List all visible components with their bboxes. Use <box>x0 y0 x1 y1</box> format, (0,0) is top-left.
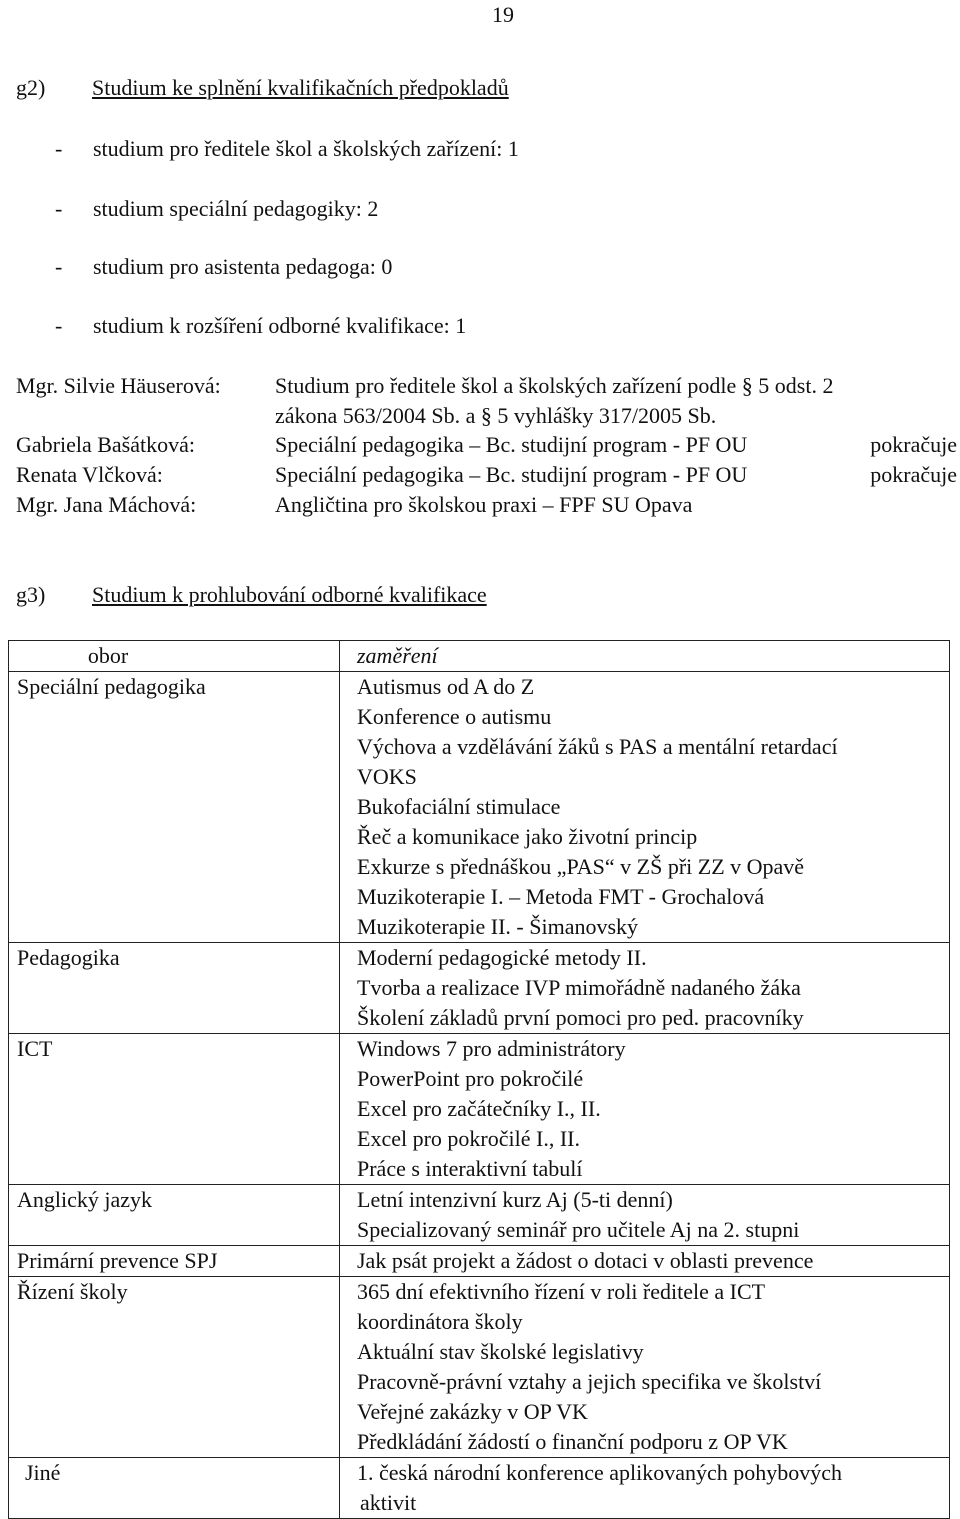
bullet-item: studium pro ředitele škol a školských zařízení: 1 <box>93 136 519 161</box>
person-study <box>275 462 957 488</box>
course-item: Letní intenzivní kurz Aj (5-ti denní) <box>357 1187 673 1212</box>
obor-cell: Speciální pedagogika <box>9 672 340 943</box>
course-item: Tvorba a realizace IVP mimořádně nadaného žáka <box>357 975 801 1000</box>
zamereni-cell <box>340 1277 950 1458</box>
course-item: PowerPoint pro pokročilé <box>357 1066 584 1091</box>
course-item: Školení základů první pomoci pro ped. pracovníky <box>357 1005 804 1030</box>
zamereni-cell <box>340 1034 950 1185</box>
person-study <box>275 432 957 458</box>
page-number: 19 <box>492 2 514 27</box>
course-item: Aktuální stav školské legislativy <box>357 1339 644 1364</box>
table-row <box>9 1458 950 1519</box>
course-item: Veřejné zakázky v OP VK <box>357 1399 588 1424</box>
course-item: Bukofaciální stimulace <box>357 794 561 819</box>
course-item: VOKS <box>357 764 417 789</box>
course-item: Řeč a komunikace jako životní princip <box>357 824 698 849</box>
table-row <box>9 943 950 1034</box>
obor-cell: Primární prevence SPJ <box>9 1246 340 1277</box>
obor-cell: Řízení školy <box>9 1277 340 1458</box>
person-study-program: Speciální pedagogika – Bc. studijní program - PF OU <box>275 432 748 457</box>
course-item: 1. česká národní konference aplikovaných pohybových <box>357 1460 843 1485</box>
bullet-dash: - <box>55 313 63 338</box>
bullet-dash: - <box>55 136 63 161</box>
section-g2-title: Studium ke splnění kvalifikačních předpokladů <box>92 75 509 100</box>
person-name: Mgr. Jana Máchová: <box>16 492 197 517</box>
obor-cell: ICT <box>9 1034 340 1185</box>
course-item: Excel pro začátečníky I., II. <box>357 1096 601 1121</box>
course-item: Předkládání žádostí o finanční podporu z OP VK <box>357 1429 788 1454</box>
person-study-program: Speciální pedagogika – Bc. studijní program - PF OU <box>275 462 748 487</box>
table-row <box>9 1185 950 1246</box>
person-name: Renata Vlčková: <box>16 462 163 487</box>
course-item: 365 dní efektivního řízení v roli ředitele a ICT <box>357 1279 766 1304</box>
section-g2-label: g2) <box>16 75 46 100</box>
section-g3-label: g3) <box>16 582 46 607</box>
header-cell-obor: obor <box>9 641 340 672</box>
course-item: Práce s interaktivní tabulí <box>357 1156 583 1181</box>
course-item: Exkurze s přednáškou „PAS“ v ZŠ při ZZ v Opavě <box>357 854 805 879</box>
course-item: Pracovně-právní vztahy a jejich specifika ve školství <box>357 1369 822 1394</box>
obor-cell: Jiné <box>9 1458 340 1519</box>
zamereni-cell <box>340 1246 950 1277</box>
table-row <box>9 672 950 943</box>
zamereni-cell <box>340 943 950 1034</box>
zamereni-cell <box>340 672 950 943</box>
course-item: Výchova a vzdělávání žáků s PAS a mentální retardací <box>357 734 838 759</box>
course-item: Windows 7 pro administrátory <box>357 1036 626 1061</box>
header-cell-zamereni: zaměření <box>340 641 950 672</box>
course-item: Autismus od A do Z <box>357 674 535 699</box>
course-item: Specializovaný seminář pro učitele Aj na 2. stupni <box>357 1217 800 1242</box>
person-study: Angličtina pro školskou praxi – FPF SU Opava <box>275 492 693 517</box>
bullet-item: studium speciální pedagogiky: 2 <box>93 196 379 221</box>
table-row <box>9 1277 950 1458</box>
table-header-row <box>9 641 950 672</box>
course-item: koordinátora školy <box>357 1309 523 1334</box>
table-row <box>9 1246 950 1277</box>
course-item: aktivit <box>360 1490 417 1515</box>
zamereni-cell <box>340 1458 950 1519</box>
obor-cell: Anglický jazyk <box>9 1185 340 1246</box>
bullet-item: studium pro asistenta pedagoga: 0 <box>93 254 393 279</box>
course-item: Excel pro pokročilé I., II. <box>357 1126 580 1151</box>
course-item: Muzikoterapie I. – Metoda FMT - Grochalová <box>357 884 765 909</box>
zamereni-cell <box>340 1185 950 1246</box>
obor-cell: Pedagogika <box>9 943 340 1034</box>
bullet-item: studium k rozšíření odborné kvalifikace: 1 <box>93 313 467 338</box>
person-study-status: pokračuje <box>870 462 957 487</box>
course-item: Moderní pedagogické metody II. <box>357 945 647 970</box>
bullet-dash: - <box>55 254 63 279</box>
person-study-status: pokračuje <box>870 432 957 457</box>
course-item: Jak psát projekt a žádost o dotaci v oblasti prevence <box>357 1248 814 1273</box>
person-study-cont: zákona 563/2004 Sb. a § 5 vyhlášky 317/2005 Sb. <box>275 403 717 428</box>
table-row <box>9 1034 950 1185</box>
bullet-dash: - <box>55 196 63 221</box>
person-name: Gabriela Bašátková: <box>16 432 195 457</box>
qualification-table <box>8 640 950 1519</box>
section-g3-title: Studium k prohlubování odborné kvalifikace <box>92 582 487 607</box>
person-name: Mgr. Silvie Häuserová: <box>16 373 221 398</box>
course-item: Konference o autismu <box>357 704 552 729</box>
person-study: Studium pro ředitele škol a školských zařízení podle § 5 odst. 2 <box>275 373 834 398</box>
course-item: Muzikoterapie II. - Šimanovský <box>357 914 639 939</box>
